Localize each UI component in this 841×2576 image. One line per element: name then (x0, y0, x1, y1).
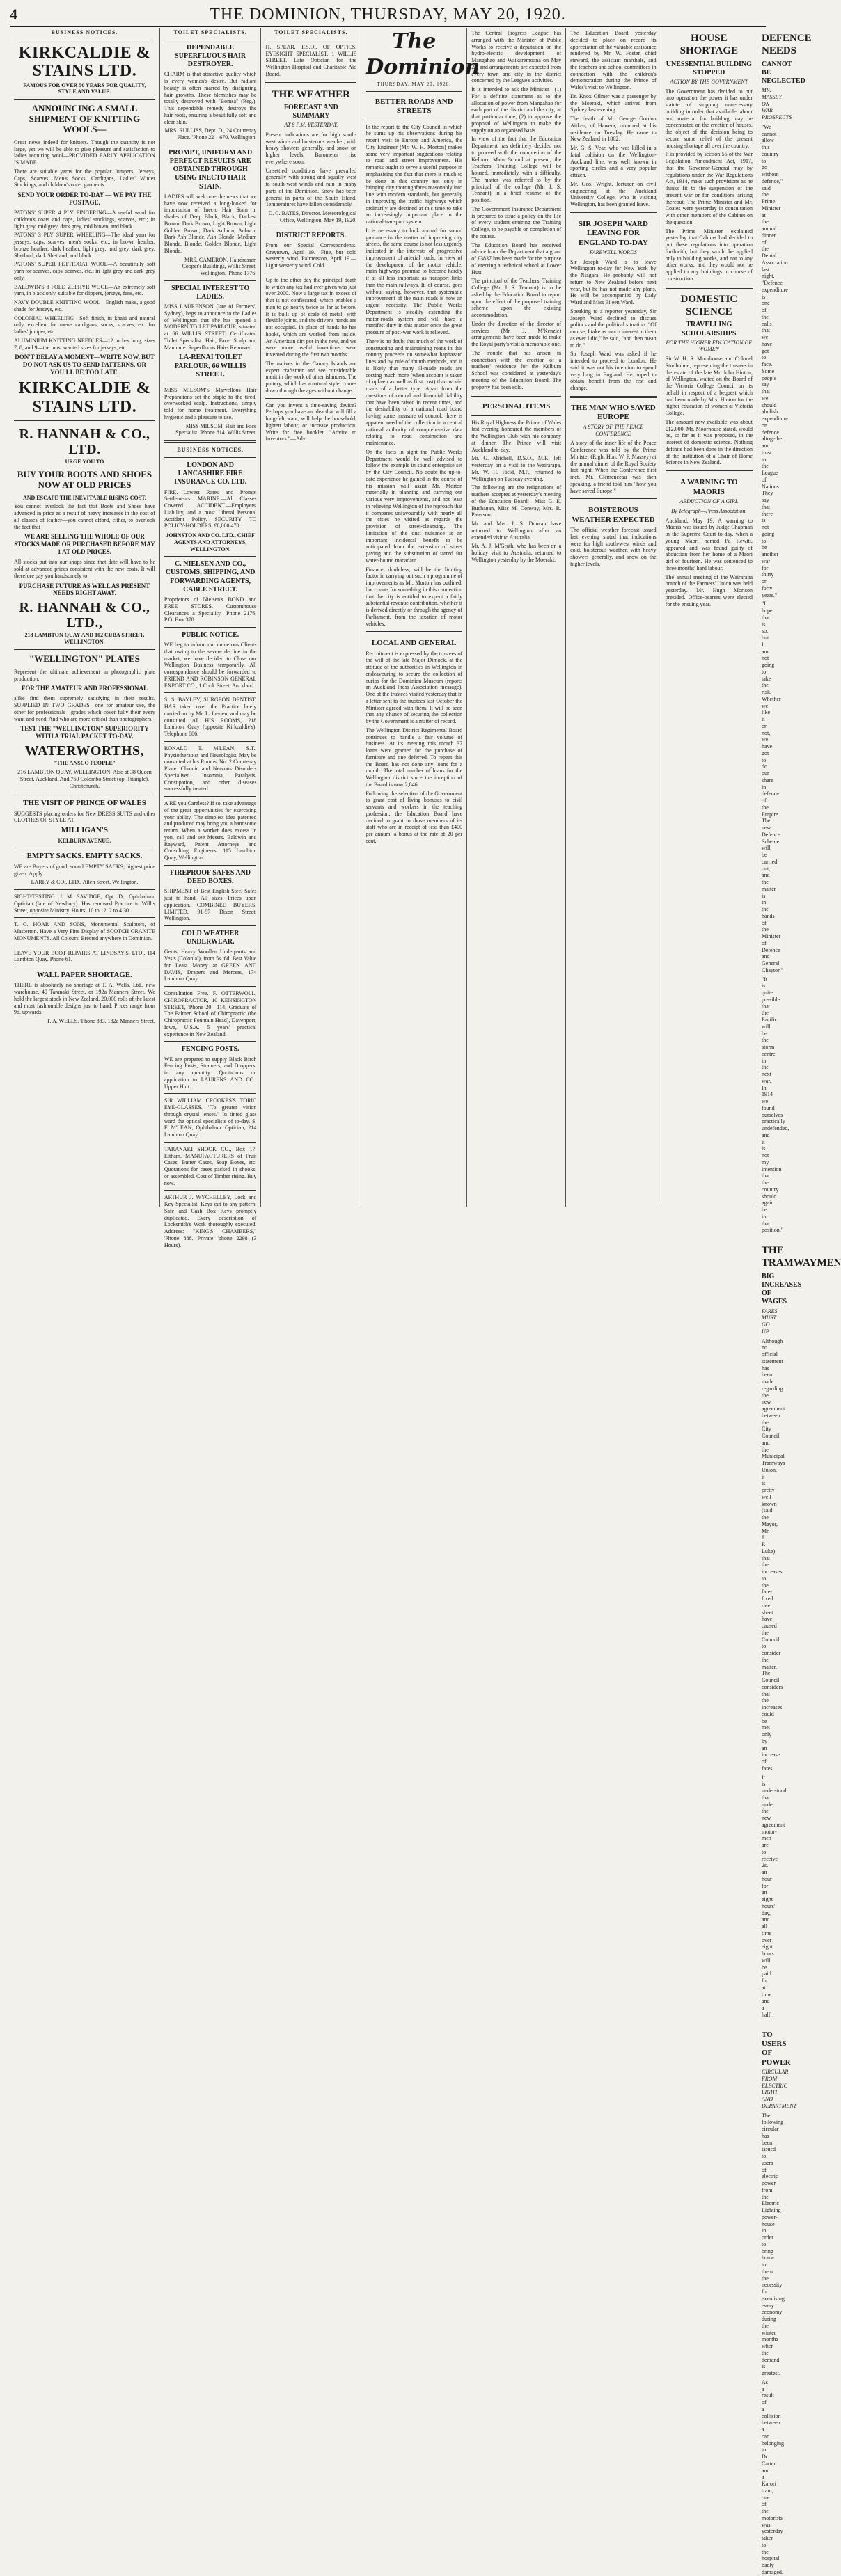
personal-body-5: Mr. A. J. M'Grath, who has been on a holiday visit to Australia, returned to Wellington yesterday by the Moeraki. (471, 543, 562, 563)
hair-heading: DEPENDABLE SUPERFLUOUS HAIR DESTROYER. (175, 43, 246, 69)
wool-item: PATONS' SUPER 4 PLY FINGERING—A useful wool for children's coats and caps, ladies' stockings, scarves, etc.; in light grey, mid grey, dark grey, mid brown, and black. (14, 209, 155, 230)
column-business-notices (10, 28, 160, 1207)
fencing-heading: FENCING POSTS. (181, 1045, 239, 1054)
wool-item: PATONS' SUPER PETTICOAT WOOL—A beautifully soft yarn for scarves, caps, scarves, etc.; in light grey and dark grey only. (14, 261, 155, 281)
plates-body-3: TEST THE "WELLINGTON" SUPERIORITY WITH A TRIAL PACKET TO-DAY. (20, 725, 149, 740)
maoris-body: Auckland, May 19. A warning to Maoris was issued by Judge Chapman in the Supreme Court to-day, when a young Maori named Pa Rewiti, appeared and was found guilty of abduction from her home of a Maori girl of fourteen. He was sentenced to three months' hard labour. (665, 517, 753, 571)
hannah-sub: AND ESCAPE THE INEVITABLE RISING COST. (22, 494, 146, 501)
boisterous-body: The official weather forecast issued last evening stated that indications were for high south-west winds and cold, boisterous weather, with heavy showers generally, and snow on the higher levels. (570, 527, 657, 567)
column-news (467, 28, 566, 1207)
masthead-title: THE DOMINION, THURSDAY, MAY 20, 1920. (210, 6, 566, 24)
hannah-name-2: R. HANNAH & CO., LTD., (19, 600, 150, 631)
column-text-2: The natives in the Canary Islands are expert craftsmen and see considerable merit in the work of other islanders. The pottery, which has a natural style, comes down through the ages without change. (265, 360, 357, 394)
wool-item: PATONS' 3 PLY SUPER WHEELING—The ideal yarn for jerseys, caps, scarves, men's socks, etc.; in brown heather, bronze heather, dark heather, light grey, mid grey, dark grey, Shetland, dark Shetland, and black. (14, 232, 155, 259)
waterworths-name: WATERWORTHS, (24, 743, 145, 759)
dominion-logo: The Dominion (366, 29, 480, 79)
dye-body: LADIES will welcome the news that we have now received a long-looked for importation of Inecto Hair Stain in shades of Deep Black, Black, Darkest Brown, Dark Brown, Light Brown, Light Golden Brown, Dark Auburn, Auburn, Dark Ash Blonde, Ash Blonde, Medium Blonde, Blonde, Golden Blonde, Light Blonde. (164, 193, 257, 254)
weather-sign: D. C. BATES, Director. Meteorological Office, Wellington, May 19, 1920. (268, 210, 357, 223)
ward-body: Sir Joseph Ward is to leave Wellington to-day for New York by the Niagara. He probably will not return to New Zealand before next year, but he has not made any plans. He will be accompanied by Lady Ward and Miss Eileen Ward. (570, 258, 657, 306)
hannah-urge: URGE YOU TO (65, 458, 104, 465)
maoris-body-2: The annual meeting of the Wairarapa branch of the Farmers' Union was held yesterday. Mr. Hugh Morison presided. Office-bearers were elected for the ensuing year. (665, 573, 753, 607)
nielsen-heading: C. NIELSEN AND CO., CUSTOMS, SHIPPING, AND FORWARDING AGENTS, CABLE STREET. (165, 560, 256, 594)
europe-sub: A STORY OF THE PEACE CONFERENCE (583, 423, 644, 437)
housing-body: The Government has decided to put into operation the power it has under statute of stopping unnecessary building in order that available labour and material for building may be concentrated on the erection of houses, the object of the decision being to secure some relief of the present housing shortage all over the country. (665, 88, 753, 149)
weather-sub: FORECAST AND SUMMARY (283, 103, 338, 120)
hannah-address: 218 LAMBTON QUAY AND 102 CUBA STREET, WELLINGTON. (24, 632, 145, 646)
london-body: FIRE.—Lowest Rates and Prompt Settlements. MARINE.—All Classes Covered. ACCIDENT.—Employers' Liability, and a most Liberal Personal Accident Policy. SECURITY TO POLICY-HOLDERS, £8,000,470. (164, 488, 257, 530)
kirkcaldie-logo-2: KIRKCALDIE & STAINS LTD. (18, 379, 151, 416)
announce-body: Great news indeed for knitters. Though the quantity is not large, yet we will be able to give pleasure and satisfaction to ladies requiring wool—PROVIDED EARLY APPLICATION IS MADE. (14, 138, 155, 166)
news-para: In view of the fact that the Education Department has definitely decided not to proceed with the completion of the Kelburn Main School at present, the Teachers' Training College will be housed, immediately, with a difficulty. The matter was referred to by the principal of the college (Mr. J. S. Tennant) in a brief resumé of the position. (471, 136, 562, 203)
optics-ad: H. SPEAR, F.S.O., OF OPTICS, EYESIGHT SPECIALIST, 1 WILLIS STREET. Late Optician for the Wellington Hospital and Charitable Aid Board. (265, 43, 357, 77)
masseur: RONALD T. M'LEAN, S.T., Physiotherapist and Neurologist, May be consulted at his Rooms, No. 2 Courtenay Place. Chronic and Nervous Disorders Specialised. Insomnia, Paralysis, Constipation, and other diseases successfully treated. (164, 745, 257, 793)
news-para: The Government Insurance Department is prepared to issue a policy on the life of every student entering the Training College, to be payable on completion of the course. (471, 205, 562, 239)
locksmith: ARTHUR J. WYCHELLEY, Lock and Key Specialist. Keys cut to any pattern. Safe and Cash Box Keys promptly duplicated. Every description of Locksmith's Work thoroughly executed. Address: "KING'S CHAMBERS," 'Phone 888. Private 'phone 2298 (3 Hours). (164, 1194, 257, 1248)
lead-body-3: There is no doubt that much of the work of constructing and maintaining roads in this country proceeds on somewhat haphazard lines and by rule of thumb methods, and it is likely that many ill-made roads are costing much more (when account is taken of upkeep as well as first cost) than would roads of a better type. Apart from the questions of central and financial liability that have been raised in recent times, and the desirability of a national road board having some measure of control, there is apparent need of the collection in a central national authority of comprehensive data relating to road construction and maintenance. (366, 337, 463, 447)
nielsen-body: Proprietors of Nielsen's BOND and FREE STORES. Customhouse Clearances a Speciality. 'Phone 2176. P.O. Box 370. (164, 596, 257, 623)
maoris-sub: ABDUCTION OF A GIRL (679, 498, 739, 504)
domestic-sub-2: FOR THE HIGHER EDUCATION OF WOMEN (666, 339, 753, 353)
dye-heading: PROMPT, UNIFORM AND PERFECT RESULTS ARE OBTAINED THROUGH USING INECTO HAIR STAIN. (168, 148, 253, 191)
wool-item: ALUMINIUM KNITTING NEEDLES—12 inches long, sizes 7, 8, and 9—the most wanted sizes for jerseys, etc. (14, 337, 155, 351)
hannah-body-3: All stocks put into our shops since that date will have to be sold at advanced prices consistent with the new costs. It will therefore pay you handsomely to (14, 559, 155, 579)
masthead (10, 6, 766, 27)
plates-sub: Represent the ultimate achievement in photographic plate production. (14, 668, 155, 682)
personal-body-2: Mr. G. Mitchell, D.S.O., M.P., left yesterday on a visit to the Wairarapa. Mr. W. H. Field, M.P., returned to Wellington on Tuesday evening. (471, 455, 562, 482)
ward-body-3: Sir Joseph Ward was asked if he intended to proceed to London. He said it was not his intention to spend very long in England. He hoped to obtain benefit from the rest and change. (570, 351, 657, 392)
wool-item: COLONIAL WHEELING—Soft finish, in khaki and natural only, excellent for men's cardigans, socks, scarves, etc. for ladies' jumper, etc. (14, 315, 155, 335)
column-editorial (361, 28, 480, 1207)
domestic-sub: TRAVELLING SCHOLARSHIPS (682, 321, 737, 337)
milsom-sign: MISS MILSOM, Hair and Face Specialist. 'Phone 814. Willis Street. (175, 422, 257, 436)
housing-body-3: The Prime Minister explained yesterday that Cabinet had decided to put these regulations into operation forthwith, but they would be applied only to building works, and not to any other works, and they would not be applied to any buildings in course of construction. (665, 228, 753, 282)
editorial-dateline: THURSDAY, MAY 20, 1920. (377, 81, 451, 88)
notice-body: WE beg to inform our numerous Clients that owing to the severe decline in the market, we have decided to Close our Wellington Business temporarily. All correspondence should be forwarded to FRIEND AND ROBINSON GENERAL EXPORT CO., 1 Cook Street, Auckland. (164, 642, 257, 689)
plates-heading: "WELLINGTON" PLATES (29, 653, 140, 664)
personal-body-3: The following are the resignations of teachers accepted at yesterday's meeting of the Education Board:—Miss G. E. Buchanan, Miss M. Conway, Mrs. R. Paterson. (471, 484, 562, 518)
ladies-body: MISS LAURENSON (late of Farmers', Sydney), begs to announce to the Ladies of Wellington that she has opened a MODERN TOILET PARLOUR, situated at 66 WILLIS STREET. Certificated Toilet Specialist. Hair, Face, Scalp and Manicure. Superfluous Hairs Removed. (164, 303, 257, 351)
safes-body: SHIPMENT of Best English Steel Safes just to hand. All sizes. Prices upon application. COMBINED BUYERS, LIMITED, 91-97 Dixon Street, Wellington. (164, 888, 257, 922)
domestic-body: Sir W. H. S. Moorhouse and Colonel Studholme, representing the trustees in the estate of the late Mr. John Hinton, of Wellington, waited on the Board of the Victoria College Council on its behalf in respect of a bequest which had been made by Mrs. Hinton for the higher education of women at Victoria College. (665, 356, 753, 417)
ward-heading: SIR JOSEPH WARD LEAVING FOR ENGLAND TO-DAY (578, 219, 648, 247)
wall-paper-body: THERE is absolutely no shortage at T. A. Wells, Ltd., new warehouse, 40 Taranaki Street, or 192a Manners Street. We hold the largest stock in New Zealand, 20,000 rolls of the latest and most fashionable designs just to hand. Prices range from 9d. upwards. (14, 982, 155, 1016)
dye-sign: MRS. CAMERON, Hairdresser, Cooper's Buildings, Willis Street, Wellington. 'Phone 1776. (182, 256, 257, 276)
hoar-monuments: T. G. HOAR AND SONS, Monumental Sculptors, of Masterton. Have a Very Fine Display of SCOTCH GRANITE MONUMENTS. All Colours. Erected anywhere in Dominion. (14, 921, 155, 941)
housing-sub-2: ACTION BY THE GOVERNMENT (670, 78, 748, 85)
dentist: S. S. BAYLEY, SURGEON DENTIST, HAS taken over the Practice lately carried on by Mr. L. Levien, and may be consulted AT HIS ROOMS, 218 Lambton Quay (opposite Kirkcaldie's). Telephone 886. (164, 697, 257, 738)
lead-body-5: Finance, doubtless, will be the limiting factor in carrying out such a programme of improvements as Mr. Morton has outlined, but counts for something in this connection that the city is entitled to expect a fairly substantial revenue contribution, whether it is derived directly or through the agency of Parliament, from the taxation of motor vehicles. (366, 566, 463, 627)
hair-sign: MRS. RULLISS, Dept. D., 24 Courtenay Place. 'Phone 22—670. Wellington. (164, 127, 257, 141)
domestic-heading: DOMESTIC SCIENCE (680, 293, 738, 318)
hair-body: CHARM is that attractive quality which is every woman's desire. But radiant beauty is often marred by disfiguring hair growths. These blemishes may be totally destroyed with "Bomsa" (Reg.). This dependable remedy destroys the hair roots, ensuring a beautifully soft and clear skin. (164, 71, 257, 125)
lead-body-2: It is necessary to look abroad for sound guidance in the matter of improving city streets, the same course is not less urgently indicated in the interests of progressive improvement of arterial roads. In view of the development of the motor vehicle, main highways promise to become hardly if at all less important as transport links than the main railways. It, of course, goes without saying, however, that systematic improvement of the main roads is now an urgent necessity. The Public Works Department is steadily extending the motor-roads system and will have a manifest duty in this matter once the great pressure of post-war work is relieved. (366, 227, 463, 336)
news-para: The trouble that has arisen in connection with the erection of a teachers' residence for the Kelburn School was considered at yesterday's meeting of the Education Board. The property has been sold. (471, 349, 562, 390)
milligan-name: MILLIGAN'S (61, 826, 109, 835)
weather-body-2: Unsettled conditions have prevailed generally with strong and squally west to south-west winds and rain in many parts of the Dominion. Snow has been general in parts of the South Island. Temperatures have fallen considerably. (265, 167, 357, 208)
local-heading: LOCAL AND GENERAL (371, 639, 457, 648)
section-title: BUSINESS NOTICES. (51, 29, 118, 35)
news-para: The death of Mr. George Gordon Aitken, of Hawera, occurred at his residence on Tuesday. He came to New Zealand in 1862. (570, 116, 657, 143)
column-housing (661, 28, 757, 1207)
waterworths-sub: "THE ANSCO PEOPLE" (53, 760, 116, 767)
district-heading: DISTRICT REPORTS. (276, 231, 346, 239)
patent-ad: A RE you Careless? If so, take advantage of the great opportunities for exercising your ability. The simplest idea patented and produced may bring you a handsome return. When a worker does excess in yon, call and see Messrs. Baldwin and Rayward, Patent Attorneys and Consulting Engineers, 115 Lambton Quay, Wellington. (164, 800, 257, 861)
personal-body: His Royal Highness the Prince of Wales last evening honoured the members of the Wellington Club with his company at dinner. The Prince will visit Auckland to-day. (471, 419, 562, 453)
hannah-name: R. HANNAH & CO., LTD. (19, 426, 150, 457)
news-para: It is intended to ask the Minister—(1) For a definite statement as to the allocation of power from Mangahao for each part of the district and the city, at that particular time; (2) to approve the proposal of Wellington to make the supply on an organised basis. (471, 86, 562, 134)
taranaki-shook: TARANAKI SHOOK CO., Box 17, Eltham. MANUFACTURERS of Fruit Cases, Butter Cases, Soap Boxes, etc. Quotations for cases packed in shooks, or assembled. Cost of Timber rising. Buy now. (164, 1145, 257, 1186)
housing-sub: UNESSENTIAL BUILDING STOPPED (666, 60, 752, 77)
wall-paper-heading: WALL PAPER SHORTAGE. (36, 971, 132, 979)
chiropractor: Consultation Free. F. OTTERWOLL, CHIROPRACTOR, 10 KENSINGTON STREET, 'Phone 20—114. Graduate of The Palmer School of Chiropractic (the Chiropractic Fountain Head), Davenport, Iowa, U.S.A. 5 years' practical experience in New Zealand. (164, 990, 257, 1037)
wall-paper-sign: T. A. WELLS. 'Phone 883. 182a Manners Street. (47, 1018, 155, 1025)
column-defence: DEFENCE NEEDS CANNOT BE NEGLECTED MR. MASSEY ON WAR PROSPECTS "We cannot allow this country to go without defence," said the Prime Minister at the annual dinner of the Dental Association last night. "Defence expenditure is one of the calls that we have got to face. Some people say that we should abolish expenditure on defence altogether and trust to the League of Nations. They say that there is not going to be another war for thirty or forty years." "I hope that is so, but I am not going to take the risk. Whether we like it or not, we have got to do our share in defence of the Empire. The new Defence Scheme will be carried out, and the matter is in the hands of the Minister of Defence and General Chaytor." "It is quite possible that the Pacific will be the storm centre in the next war. In 1914 we found ourselves practically undefended, and it is not my intention that the country should again be in that position." THE TRAMWAYMEN BIG INCREASES OF WAGES FARES MUST GO UP Although no official statement has been made regarding the new agreement between the City Council and the Municipal Tramways Union, it is pretty well known (said the Mayor, Mr. J. P. Luke) that the increases to the fare-fixed rate sheet have caused the Council to consider the matter. The Council considers that the increases could be met only by an increase of fares. It is understood that under the new agreement motor-men are to receive 2s. an hour for an eight hours' day, and all time over eight hours will be paid for at time and a half. TO USERS OF POWER CIRCULAR FROM ELECTRIC LIGHT AND DEPARTMENT The following circular has been issued to users of electric power from the Electric Lighting power-house in order to bring home to them the necessity for exercising every economy during the winter months when the demand is greatest. As a result of a collision between a car belonging to Dr. Carter and a Karori tram, one of the motorists was yesterday taken to the hospital badly damaged. (762, 33, 841, 2575)
milligan-address: KELBURN AVENUE. (58, 837, 111, 844)
larry-address: LARRY & CO., LTD., Allen Street, Wellington. (31, 879, 139, 886)
ladies-sign: LA-RENAI TOILET PARLOUR, 66 WILLIS STREET. (174, 353, 246, 379)
hannah-body-2: WE ARE SELLING THE WHOLE OF OUR STOCKS MADE OR PURCHASED BEFORE MAY 1 AT OLD PRICES. (14, 533, 155, 556)
lead-body-4: On the facts in sight the Public Works Department would be well advised to follow the example in sound enterprise set by the City Council. No doubt the up-to-date experience he gained in the course of his mission will assist Mr. Morton materially in planning and carrying out various very improvements, and not least in relieving Wellington of the reproach that it compares unfavourably with nearly all the cities he visited as regards the provision of street-cleansing. The limitation of the dust nuisance is an important incidental benefit to be anticipated from the extension of street paving and the substitution of tarred for water-bound macadam. (366, 448, 463, 564)
kirkcaldie-tagline: FAMOUS FOR OVER 50 YEARS FOR QUALITY, STYLE AND VALUE. (23, 81, 146, 95)
knitting-announce-heading: ANNOUNCING A SMALL SHIPMENT OF KNITTING WOOLS— (29, 103, 141, 134)
weather-heading: THE WEATHER (272, 88, 350, 100)
europe-heading: THE MAN WHO SAVED EUROPE (571, 403, 656, 422)
local-body: Recruitment is expressed by the trustees of the will of the late Major Dimock, at the attitude of the authorities in Wellington in endeavouring to secure the collection of curios for the Dominion Museum (reports an Auckland Press Association message). One of the trustees visited yesterday that in a letter sent to the trustees last October the Minister agreed with them. It will be seen that any chance of securing the collection by the Government is a matter of record. (366, 650, 463, 725)
news-para: Dr. Knox Gilmer was a passenger by the Moeraki, which arrived from Sydney last evening. (570, 93, 657, 113)
column-news-2 (566, 28, 661, 1207)
columns (10, 28, 841, 2575)
personal-body-4: Mr. and Mrs. J. S. Duncan have returned to Wellington after an extended visit to Australia. (471, 520, 562, 541)
section-title: TOILET SPECIALISTS. (274, 29, 348, 35)
ward-body-2: Speaking to a reporter yesterday, Sir Joseph Ward declined to discuss politics and the political situation. "Of course, I take as much interest in them as ever I did," he said, "and then mean to do." (570, 308, 657, 349)
cold-heading: COLD WEATHER UNDERWEAR. (181, 930, 239, 946)
ladies-heading: SPECIAL INTEREST TO LADIES. (171, 284, 250, 301)
page-number: 4 (10, 6, 17, 23)
weather-body: Present indications are for high south-west winds and boisterous weather, with heavy showers generally, and snow on higher levels. Barometer rise everywhere soon. (265, 131, 357, 165)
column-weather (261, 28, 361, 1207)
hannah-body: You cannot overlook the fact that Boots and Shoes have advanced in price as a result of heavy increases in the cost of all classes of leather—you cannot afford, either, to overlook the fact that (14, 503, 155, 530)
inventions-ad: Can you invent a time-saving device? Perhaps you have an idea that will fill a long-felt want, will help the household, lighten labour, or increase production. Write for free booklet, "Advice to Inventors."—Advt. (265, 401, 357, 443)
section-title-business: BUSINESS NOTICES. (177, 447, 244, 454)
district-body: From our Special Correspondents. Greytown, April 19.—Fine, but cold westerly wind. Palmerston, April 19.—Light westerly wind. Cold. (265, 241, 357, 269)
column-toilet-specialists (160, 28, 262, 1248)
milsom-body: MISS MILSOM'S Marvellous Hair Preparations set the staple to the tired, overworked scalp. Instructions, simply told for home treatment. Everything hygienic and a pleasure to use. (164, 386, 257, 420)
boisterous-heading: BOISTEROUS WEATHER EXPECTED (572, 506, 655, 524)
personal-heading: PERSONAL ITEMS (482, 402, 551, 411)
news-para: The Central Progress League has arranged with the Minister of Public Works to receive a deputation on the hydro-electric development of Mangahao and Waikaremoana on May 27, and arrangements are expected from every town and city in the district concerned by the League's activities. (471, 30, 562, 84)
dont-delay-line: DON'T DELAY A MOMENT—WRITE NOW, BUT DO NOT ASK US TO SEND PATTERNS, OR YOU'LL BE TOO LATE. (15, 353, 155, 376)
section-title: TOILET SPECIALISTS. (173, 29, 247, 35)
wool-item: NAVY DOUBLE KNITTING WOOL—English make, a good shade for Jerseys, etc. (14, 299, 155, 312)
lead-body: In the report to the City Council in which he sums up his observations during his recent visit to Europe and America, the City Engineer (Mr. W. H. Morton) makes some very important suggestions relating to road and street improvement. His remarks ought to serve a useful purpose in emphasising the fact that there is much to be done in this country not only in bringing city thoroughfares reasonably into line with modern standards, but generally in improving the traffic highways which ordinarily are destined at this time to take an increasingly important place in the national transport system. (366, 123, 463, 225)
plates-body-2: alike find them supremely satisfying in their results. SUPPLIED IN TWO GRADES—one for amateur use, the other for professionals—grades which cover fully their every want and need. And who are more critical than photographers. (14, 695, 155, 722)
news-para: Mr. Geo. Wright, lecturer on civil engineering at the Auckland University College, who is visiting Wellington, has been granted leave. (570, 180, 657, 207)
europe-body: A story of the inner life of the Peace Conference was told by the Prime Minister (Right Hon. W. F. Massey) at the annual dinner of the Royal Society last night. When the Conference first met, Mr. Clemenceau was then speaking, a friend told him "how you have saved Europe." (570, 440, 657, 494)
safes-heading: FIREPROOF SAFES AND DEED BOXES. (170, 868, 251, 886)
london-heading: LONDON AND LANCASHIRE FIRE INSURANCE CO. LTD. (174, 461, 247, 486)
sacks-heading: EMPTY SACKS. EMPTY SACKS. (26, 852, 143, 861)
lead-heading: BETTER ROADS AND STREETS (375, 97, 453, 116)
visit-body: SUGGESTS placing orders for New DRESS SUITS and other CLOTHES OF STYLE AT (14, 810, 155, 824)
local-body-2: The Wellington District Regimental Board continues to handle a fair volume of business. At its meeting this month 37 loans were granted for the purchase of furniture and one deferred. To repeat this the Board has not done any loans for a month. The total number of loans for the Wellington district since the inception of the Board is now 2,846. (366, 726, 463, 788)
fencing-body: WE are prepared to supply Black Birch Fencing Posts, Strainers, and Droppers, in any quantity. Quotations on application to LAURENS AND CO., Upper Hutt. (164, 1056, 257, 1090)
maoris-heading: A WARNING TO MAORIS (680, 478, 738, 496)
hannah-heading: BUY YOUR BOOTS AND SHOES NOW AT OLD PRICES (17, 468, 152, 490)
news-para: The Education Board yesterday decided to place on record its appreciation of the valuable assistance rendered by Mr. W. Foster, chief steward, the assistant marshals, and the teachers and school committees in connection with the children's demonstration during the Prince of Wales's visit to Wellington. (570, 30, 657, 90)
kirkcaldie-logo: KIRKCALDIE & STAINS LTD. (18, 43, 151, 81)
wool-item: BALDWIN'S 8 FOLD ZEPHYR WOOL—An extremely soft yarn, in black only, suitable for slippers, jerseys, fans, etc. (14, 283, 155, 297)
sight-testing: SIGHT-TESTING. J. M. SAVIDGE, Opt. D., Ophthalmic Optician (late of Newbury). Has removed Practice to Willis Street, opposite Ministry. Hours, 10 to 12; 2 to 4.30. (14, 893, 155, 914)
send-order-line: SEND YOUR ORDER TO-DAY — WE PAY THE POSTAGE. (17, 191, 152, 207)
notice-heading: PUBLIC NOTICE. (182, 631, 239, 639)
local-body-3: Following the selection of the Government to grant cost of living bonuses to civil servants and workers in the teaching profession, the Education Board have decided to grant to those members of its staff who are in receipt of less than £400 per annum, a bonus at the rate of 20 per cent. (366, 790, 463, 844)
weather-time: AT 8 P.M. YESTERDAY. (284, 122, 338, 129)
announce-body-2: There are suitable yarns for the popular Jumpers, Jerseys, Caps, Scarves, Men's Socks, Cardigans, Ladies' Winter Stockings, and children's outer garments. (14, 168, 155, 189)
sacks-body: WE are Buyers of good, sound EMPTY SACKS; highest price given. Apply (14, 863, 155, 877)
waterworths-address: 216 LAMBTON QUAY, WELLINGTON. Also at 38 Queen Street, Auckland. And 760 Colombo Street (op. Triangle), Christchurch. (17, 769, 152, 789)
visit-heading: THE VISIT OF PRINCE OF WALES (23, 799, 146, 808)
news-para: Under the direction of the director of services (Mr. J. M'Kenzie) arrangements have been made to make the Royal party's visit a memorable one. (471, 320, 562, 347)
london-sign: JOHNSTON AND CO. LTD., CHIEF AGENTS AND ATTORNEYS, WELLINGTON. (166, 532, 256, 552)
boot-repairs: LEAVE YOUR BOOT REPAIRS AT LINDSAY'S, LTD., 114 Lambton Quay. Phone 61. (14, 949, 155, 963)
column-text: Up to the other day the principal death to which any tax had ever given was just over 2000. Now a large tax in excess of that is not confiscated, which enables a man to go nearly twice as far as before. It is built up of scale of metal, with flexible joints, and the driver's hands are not occupied. In place of hands he has hooks, which are worked from inside. An American dirt pot in the new, and we were more useful inventions were invented during the first two months. (265, 276, 357, 358)
ward-sub: FAREWELL WORDS (589, 248, 637, 255)
maoris-byline: By Telegraph—Press Association. (671, 507, 747, 514)
news-para: The Education Board has received advice from the Department that a grant of £3837 has been made for the purpose of erecting a technical school at Lower Hutt. (471, 241, 562, 276)
news-para: Mr. G. S. Vear, who was killed in a fatal collision on the Wellington-Auckland line, was well known in sporting circles and a very popular citizen. (570, 145, 657, 178)
eyeglass-ad: SIR WILLIAM CROOKES'S TORIC EYE-GLASSES. "To greater vision through crystal lenses." In tinted glass ward the optical specialists of to-day. S. F. M'LEAN, Ophthalmic Optician, 214 Lambton Quay. (164, 1097, 257, 1138)
housing-body-2: It is provided by section 55 of the War Legislation Amendment Act, 1917, that the Governor-General may by regulations under the War Regulations Act, 1914, make such provisions as he thinks fit to the suspension of the present war or for conditions arising thereout. The Prime Minister and Mr. Coates were yesterday in consultation with other members of the Cabinet on the question. (665, 151, 753, 225)
hannah-body-4: PURCHASE FUTURE AS WELL AS PRESENT NEEDS RIGHT AWAY. (19, 582, 150, 597)
housing-heading: HOUSE SHORTAGE (679, 33, 739, 57)
plates-body: FOR THE AMATEUR AND PROFESSIONAL (21, 685, 148, 692)
news-para: The principal of the Teachers' Training College (Mr. J. S. Tennant) is to be asked by the Education Board to report upon the effect of the proposed training scheme upon the existing accommodation. (471, 278, 562, 318)
domestic-body-2: The amount now available was about £12,000. Mr. Moorhouse stated, would be, so far as it was proposed, in the interest of domestic science. Nothing definite had been done in the direction of the institution of a Chair of Home Science in New Zealand. (665, 418, 753, 466)
cold-body: Gents' Heavy Woollen Underpants and Vests (Colonial), from 5s. 6d. Best Value for Least Money at GREEN AND DAVIS, Drapers and Mercers, 174 Lambton Quay. (164, 948, 257, 983)
